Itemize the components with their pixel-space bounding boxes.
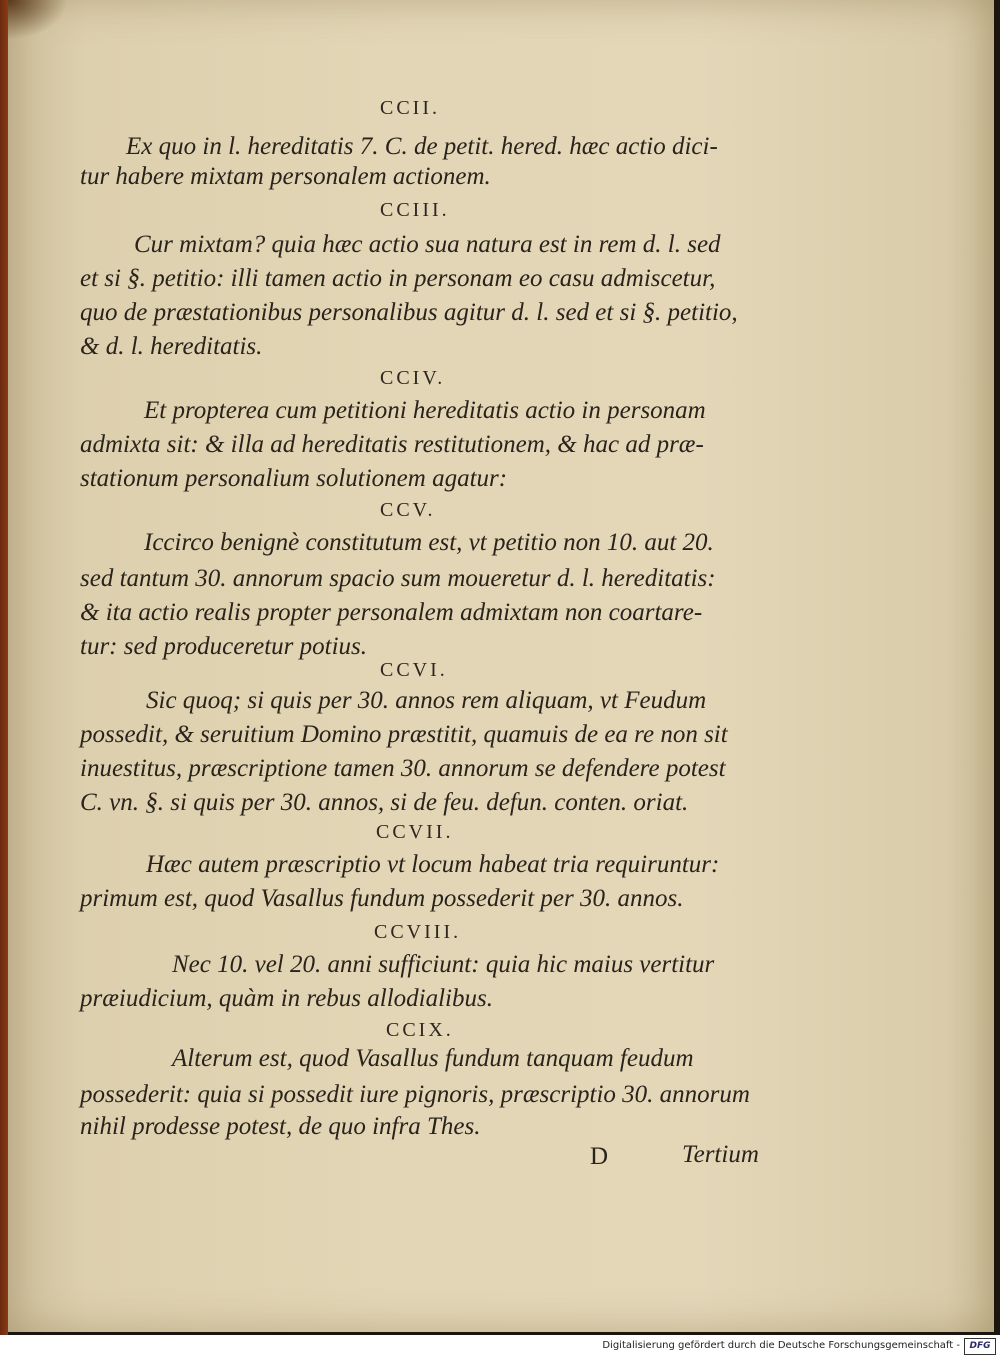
text-line: Nec 10. vel 20. anni sufficiunt: quia hic maius vertitur — [172, 951, 715, 978]
text-line: tur habere mixtam personalem actionem. — [80, 163, 491, 190]
section-number: CCII. — [380, 97, 440, 119]
section-number: CCVI. — [380, 659, 448, 681]
text-line: & ita actio realis propter personalem admixtam non coartare- — [80, 599, 703, 626]
text-line: inuestitus, præscriptione tamen 30. annorum se defendere potest — [80, 755, 726, 782]
text-line: Hæc autem præscriptio vt locum habeat tria requiruntur: — [146, 851, 720, 878]
text-line: possedit, & seruitium Domino præstitit, quamuis de ea re non sit — [80, 721, 728, 748]
signature-mark: D — [590, 1143, 609, 1170]
text-line: C. vn. §. si quis per 30. annos, si de feu. defun. conten. oriat. — [80, 789, 689, 816]
text-line: & d. l. hereditatis. — [80, 333, 263, 360]
text-line: præiudicium, quàm in rebus allodialibus. — [80, 985, 493, 1012]
text-line: Et propterea cum petitioni hereditatis actio in personam — [144, 397, 706, 424]
page-text — [8, 0, 994, 1332]
text-line: stationum personalium solutionem agatur: — [80, 465, 508, 492]
text-line: et si §. petitio: illi tamen actio in personam eo casu admiscetur, — [80, 265, 716, 292]
text-line: Alterum est, quod Vasallus fundum tanquam feudum — [172, 1045, 694, 1072]
text-line: primum est, quod Vasallus fundum possederit per 30. annos. — [80, 885, 684, 912]
catchword: Tertium — [682, 1141, 759, 1168]
text-line: admixta sit: & illa ad hereditatis restitutionem, & hac ad præ- — [80, 431, 704, 458]
book-page — [8, 0, 994, 1332]
text-line: possederit: quia si possedit iure pignoris, præscriptio 30. annorum — [80, 1081, 750, 1108]
section-number: CCVII. — [376, 821, 454, 843]
section-number: CCIX. — [386, 1019, 454, 1041]
digitization-bar — [0, 1335, 1000, 1357]
text-line: Sic quoq; si quis per 30. annos rem aliquam, vt Feudum — [146, 687, 707, 714]
section-number: CCVIII. — [374, 921, 462, 943]
text-line: Iccirco benignè constitutum est, vt petitio non 10. aut 20. — [144, 529, 714, 556]
text-line: Cur mixtam? quia hæc actio sua natura est in rem d. l. sed — [134, 231, 721, 258]
section-number: CCIV. — [380, 367, 446, 389]
text-line: sed tantum 30. annorum spacio sum moueretur d. l. hereditatis: — [80, 565, 716, 592]
text-line: tur: sed produceretur potius. — [80, 633, 368, 660]
digitization-note: Digitalisierung gefördert durch die Deutsche Forschungsgemeinschaft - — [602, 1340, 960, 1351]
text-line: nihil prodesse potest, de quo infra Thes. — [80, 1113, 481, 1140]
book-cover-edge — [0, 0, 8, 1335]
dfg-logo-icon: DFG — [964, 1338, 996, 1355]
text-line: quo de præstationibus personalibus agitur d. l. sed et si §. petitio, — [80, 299, 738, 326]
section-number: CCIII. — [380, 199, 450, 221]
section-number: CCV. — [380, 499, 436, 521]
text-line: Ex quo in l. hereditatis 7. C. de petit. hered. hæc actio dici- — [126, 133, 718, 160]
